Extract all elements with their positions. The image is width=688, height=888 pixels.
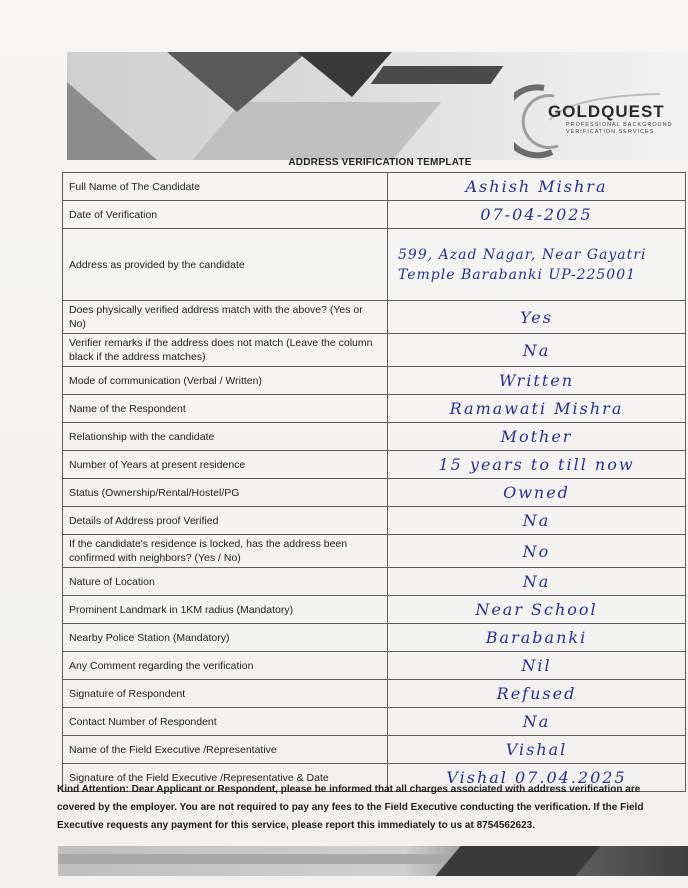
table-row	[63, 708, 686, 736]
document-title: ADDRESS VERIFICATION TEMPLATE	[288, 157, 472, 168]
table-row	[63, 201, 686, 229]
row-value-cell	[388, 708, 686, 736]
handwritten-value: Yes	[520, 307, 553, 327]
row-value-cell	[388, 736, 686, 764]
handwritten-value: Refused	[496, 684, 577, 703]
row-label: Prominent Landmark in 1KM radius (Mandatory)	[63, 596, 388, 624]
table-row	[63, 596, 686, 624]
table-row	[63, 624, 686, 652]
row-value-cell	[388, 624, 686, 652]
row-label: Address as provided by the candidate	[63, 229, 388, 301]
logo-tagline	[566, 122, 676, 136]
row-label: Any Comment regarding the verification	[63, 652, 388, 680]
row-label: Signature of Respondent	[63, 680, 388, 708]
table-row	[63, 301, 686, 334]
table-row	[63, 423, 686, 451]
row-label: Status (Ownership/Rental/Hostel/PG	[63, 479, 388, 507]
handwritten-value: No	[522, 541, 551, 561]
handwritten-value: 15 years to till now	[438, 455, 635, 474]
row-label: Mode of communication (Verbal / Written)	[63, 367, 388, 395]
table-row	[63, 652, 686, 680]
row-label: Verifier remarks if the address does not match (Leave the column black if the address matches)	[63, 334, 388, 367]
table-row	[63, 535, 686, 568]
row-label: Number of Years at present residence	[63, 451, 388, 479]
row-value-cell	[388, 507, 686, 535]
handwritten-value: Mother	[500, 427, 573, 446]
table-row	[63, 367, 686, 395]
handwritten-value: Owned	[503, 483, 570, 502]
handwritten-value: 599, Azad Nagar, Near Gayatri	[398, 246, 647, 263]
handwritten-value: Vishal	[505, 740, 568, 759]
table-row	[63, 680, 686, 708]
handwritten-value: Barabanki	[485, 628, 588, 647]
table-row	[63, 451, 686, 479]
row-label: Contact Number of Respondent	[63, 708, 388, 736]
row-label: Does physically verified address match with the above? (Yes or No)	[63, 301, 388, 334]
handwritten-value: Na	[522, 511, 551, 530]
row-label: Nearby Police Station (Mandatory)	[63, 624, 388, 652]
row-value-cell	[388, 173, 686, 201]
row-value-cell	[388, 596, 686, 624]
row-value-cell	[388, 451, 686, 479]
footer-banner	[58, 846, 688, 876]
row-label: If the candidate's residence is locked, has the address been confirmed with neighbors? (Yes / No)	[63, 535, 388, 568]
row-value-cell	[388, 680, 686, 708]
kind-attention-lead: Kind Attention:	[57, 784, 129, 795]
row-label: Date of Verification	[63, 201, 388, 229]
logo-tagline-line1: PROFESSIONAL BACKGROUND	[566, 122, 673, 128]
table-row	[63, 229, 686, 301]
verification-table	[62, 172, 686, 792]
row-value-cell	[388, 568, 686, 596]
row-label: Name of the Respondent	[63, 395, 388, 423]
kind-attention-text: Dear Applicant or Respondent, please be informed that all charges associated with address verification are covered by the employer. You are not required to pay any fees to the Field Executive conducting the verification. If the Field Executive requests any payment for this service, please report this immediately to us at 8754562623.	[57, 784, 644, 831]
row-value-cell	[388, 229, 686, 301]
handwritten-value: Na	[522, 712, 551, 731]
handwritten-value: Written	[498, 371, 575, 390]
kind-attention-note	[57, 781, 677, 835]
row-label: Details of Address proof Verified	[63, 507, 388, 535]
table-row	[63, 479, 686, 507]
table-row	[63, 395, 686, 423]
table-row	[63, 568, 686, 596]
row-label: Full Name of The Candidate	[63, 173, 388, 201]
handwritten-value: Near School	[475, 600, 598, 619]
row-value-cell	[388, 423, 686, 451]
handwritten-value: Na	[522, 340, 551, 360]
handwritten-value: Ramawati Mishra	[449, 399, 624, 418]
row-value-cell	[388, 535, 686, 568]
row-label: Signature of the Field Executive /Representative & Date	[63, 764, 388, 792]
table-row	[63, 173, 686, 201]
goldquest-logo	[514, 80, 674, 160]
table-row	[63, 736, 686, 764]
row-value-cell	[388, 395, 686, 423]
row-value-cell	[388, 334, 686, 367]
table-row	[63, 507, 686, 535]
handwritten-value: 07-04-2025	[480, 205, 593, 224]
handwritten-value-line2: Temple Barabanki UP-225001	[398, 266, 637, 283]
row-value-cell	[388, 652, 686, 680]
row-value-cell	[388, 201, 686, 229]
row-label: Nature of Location	[63, 568, 388, 596]
logo-tagline-line2: VERIFICATION SERVICES	[566, 129, 655, 135]
row-value-cell	[388, 479, 686, 507]
handwritten-value: Na	[522, 572, 551, 591]
handwritten-value: Vishal 07.04.2025	[446, 768, 627, 787]
row-label: Name of the Field Executive /Representative	[63, 736, 388, 764]
logo-name: GOLDQUEST	[548, 102, 665, 121]
row-value-cell	[388, 301, 686, 334]
handwritten-value: Ashish Mishra	[465, 177, 608, 196]
handwritten-value: Nil	[521, 656, 552, 675]
row-value-cell	[388, 367, 686, 395]
row-label: Relationship with the candidate	[63, 423, 388, 451]
table-row	[63, 334, 686, 367]
